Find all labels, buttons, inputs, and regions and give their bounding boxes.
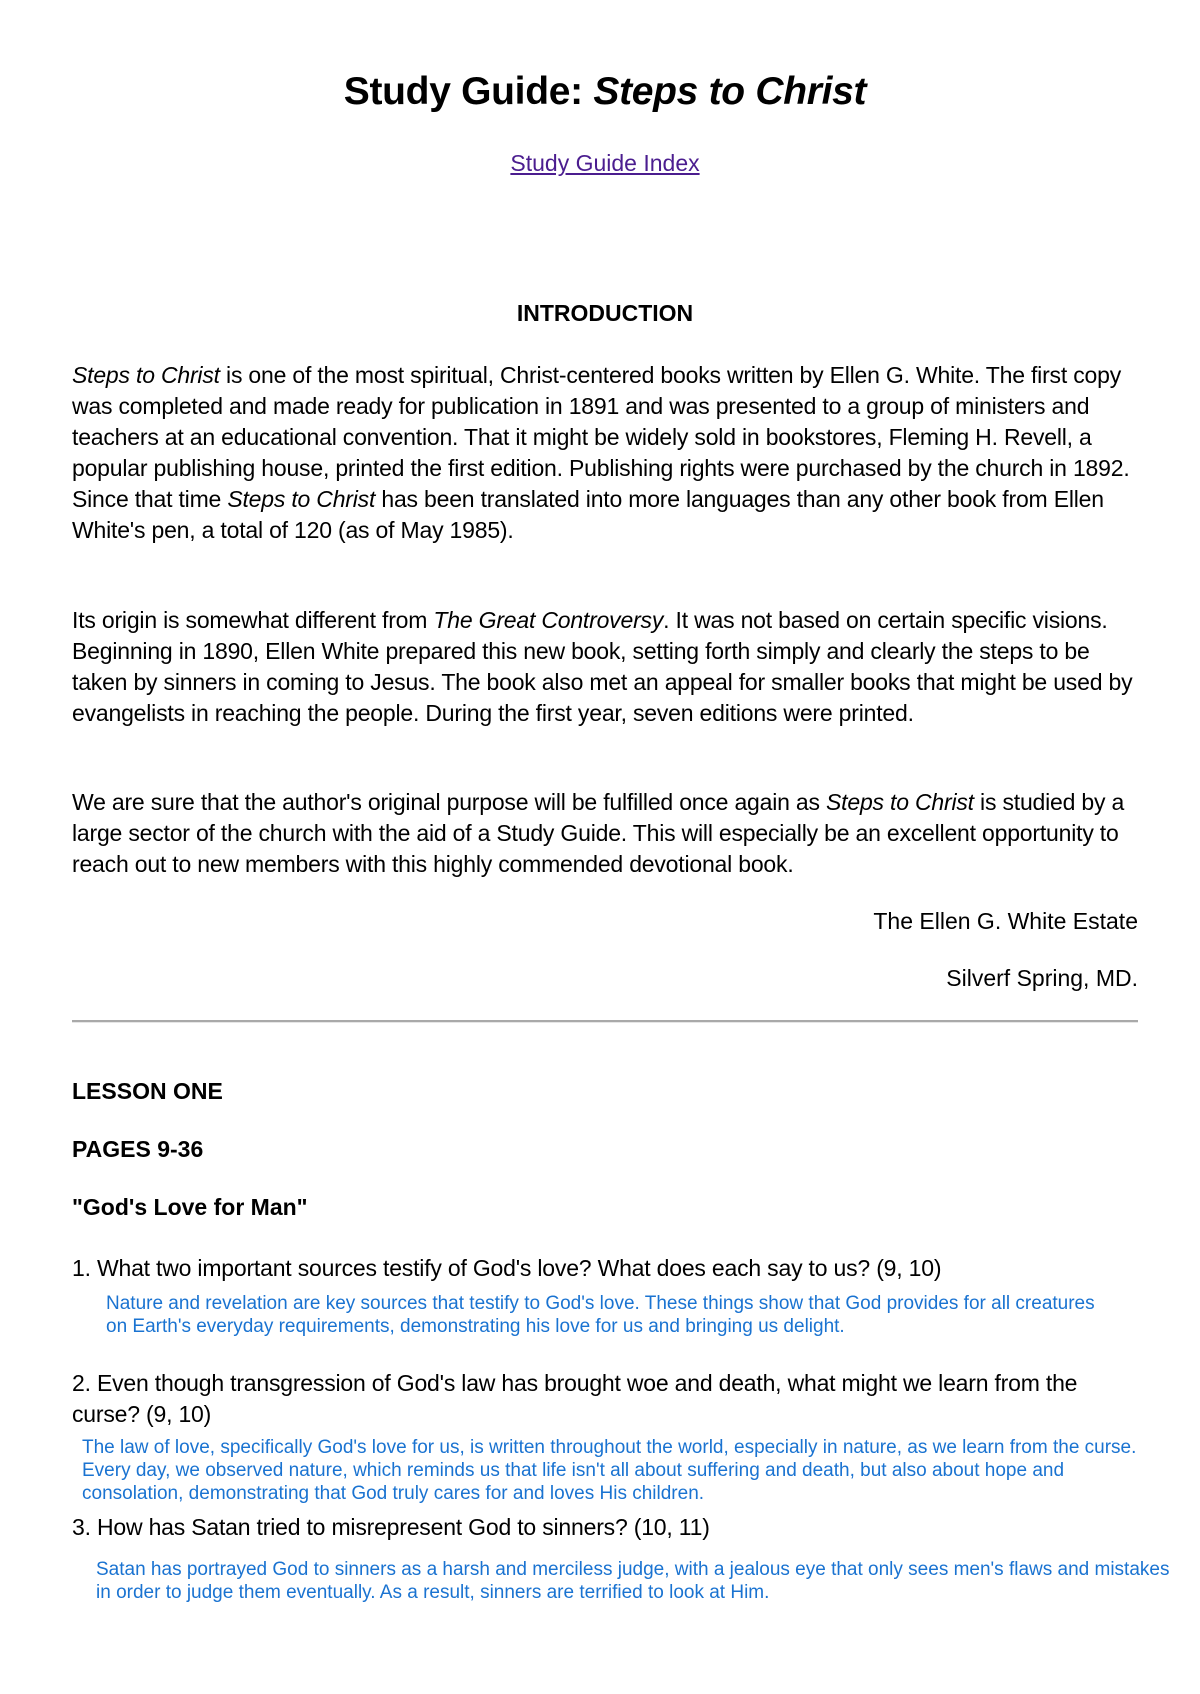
title-book-name: Steps to Christ: [593, 70, 867, 113]
intro-paragraph-3: [72, 787, 1138, 880]
paragraph-text: is studied by a large sector of the church with the aid of a Study Guide. This will especially be an excellent opportunity to reach out to new members with this highly commended devotional book.: [72, 789, 1125, 877]
signature-estate: The Ellen G. White Estate: [873, 908, 1138, 934]
book-title-italic: The Great Controversy: [433, 607, 664, 633]
paragraph-text: We are sure that the author's original purpose will be fulfilled once again as: [72, 789, 827, 815]
question-3: 3. How has Satan tried to misrepresent God to sinners? (10, 11): [72, 1514, 710, 1540]
answer-1: Nature and revelation are key sources that testify to God's love. These things show that God provides for all creatures on Earth's everyday requirements, demonstrating his love for us and bringing us delight.: [106, 1293, 1095, 1337]
answer-3: Satan has portrayed God to sinners as a harsh and merciless judge, with a jealous eye that only sees men's flaws and mistakes in order to judge them eventually. As a result, sinners are terrified to look at Him.: [96, 1559, 1170, 1603]
question-1: 1. What two important sources testify of God's love? What does each say to us? (9, 10): [72, 1255, 942, 1281]
introduction-heading: INTRODUCTION: [516, 300, 694, 326]
lesson-pages: PAGES 9-36: [72, 1136, 204, 1162]
index-link-container: [72, 150, 1138, 177]
paragraph-text: . It was not based on certain specific visions. Beginning in 1890, Ellen White prepared this new book, setting forth simply and clearly the steps to be taken by sinners in coming to Jesus. The book also met an appeal for smaller books that might be used by evangelists in reaching the people. During the first year, seven editions were printed.: [72, 607, 1133, 726]
section-divider: [72, 1020, 1138, 1023]
answer-2: The law of love, specifically God's love for us, is written throughout the world, especially in nature, as we learn from the curse. Every day, we observed nature, which reminds us that life isn't all about suffering and death, but also about hope and consolation, demonstrating that God truly cares for and loves His children.: [82, 1437, 1137, 1504]
book-title-italic: Steps to Christ: [227, 486, 376, 512]
page-title: [72, 70, 1138, 114]
book-title-italic: Steps to Christ: [826, 789, 974, 815]
signature-location: Silverf Spring, MD.: [946, 965, 1138, 991]
study-guide-index-link[interactable]: Study Guide Index: [510, 150, 700, 176]
paragraph-text: has been translated into more languages than any other book from Ellen White's pen, a total of 120 (as of May 1985).: [72, 486, 1104, 543]
title-prefix: Study Guide:: [343, 70, 594, 113]
book-title-italic: Steps to Christ: [72, 362, 220, 388]
intro-paragraph-1: [72, 360, 1138, 546]
question-2: 2. Even though transgression of God's law has brought woe and death, what might we learn from the curse? (9, 10): [72, 1370, 1078, 1427]
paragraph-text: is one of the most spiritual, Christ-centered books written by Ellen G. White. The first copy was completed and made ready for publication in 1891 and was presented to a group of ministers and teachers at an educational convention. That it might be widely sold in bookstores, Fleming H. Revell, a popular publishing house, printed the first edition. Publishing rights were purchased by the church in 1892. Since that time: [72, 362, 1130, 512]
lesson-label: LESSON ONE: [72, 1078, 223, 1104]
lesson-subtitle: "God's Love for Man": [72, 1194, 308, 1220]
paragraph-text: Its origin is somewhat different from: [72, 607, 434, 633]
intro-paragraph-2: [72, 605, 1138, 729]
